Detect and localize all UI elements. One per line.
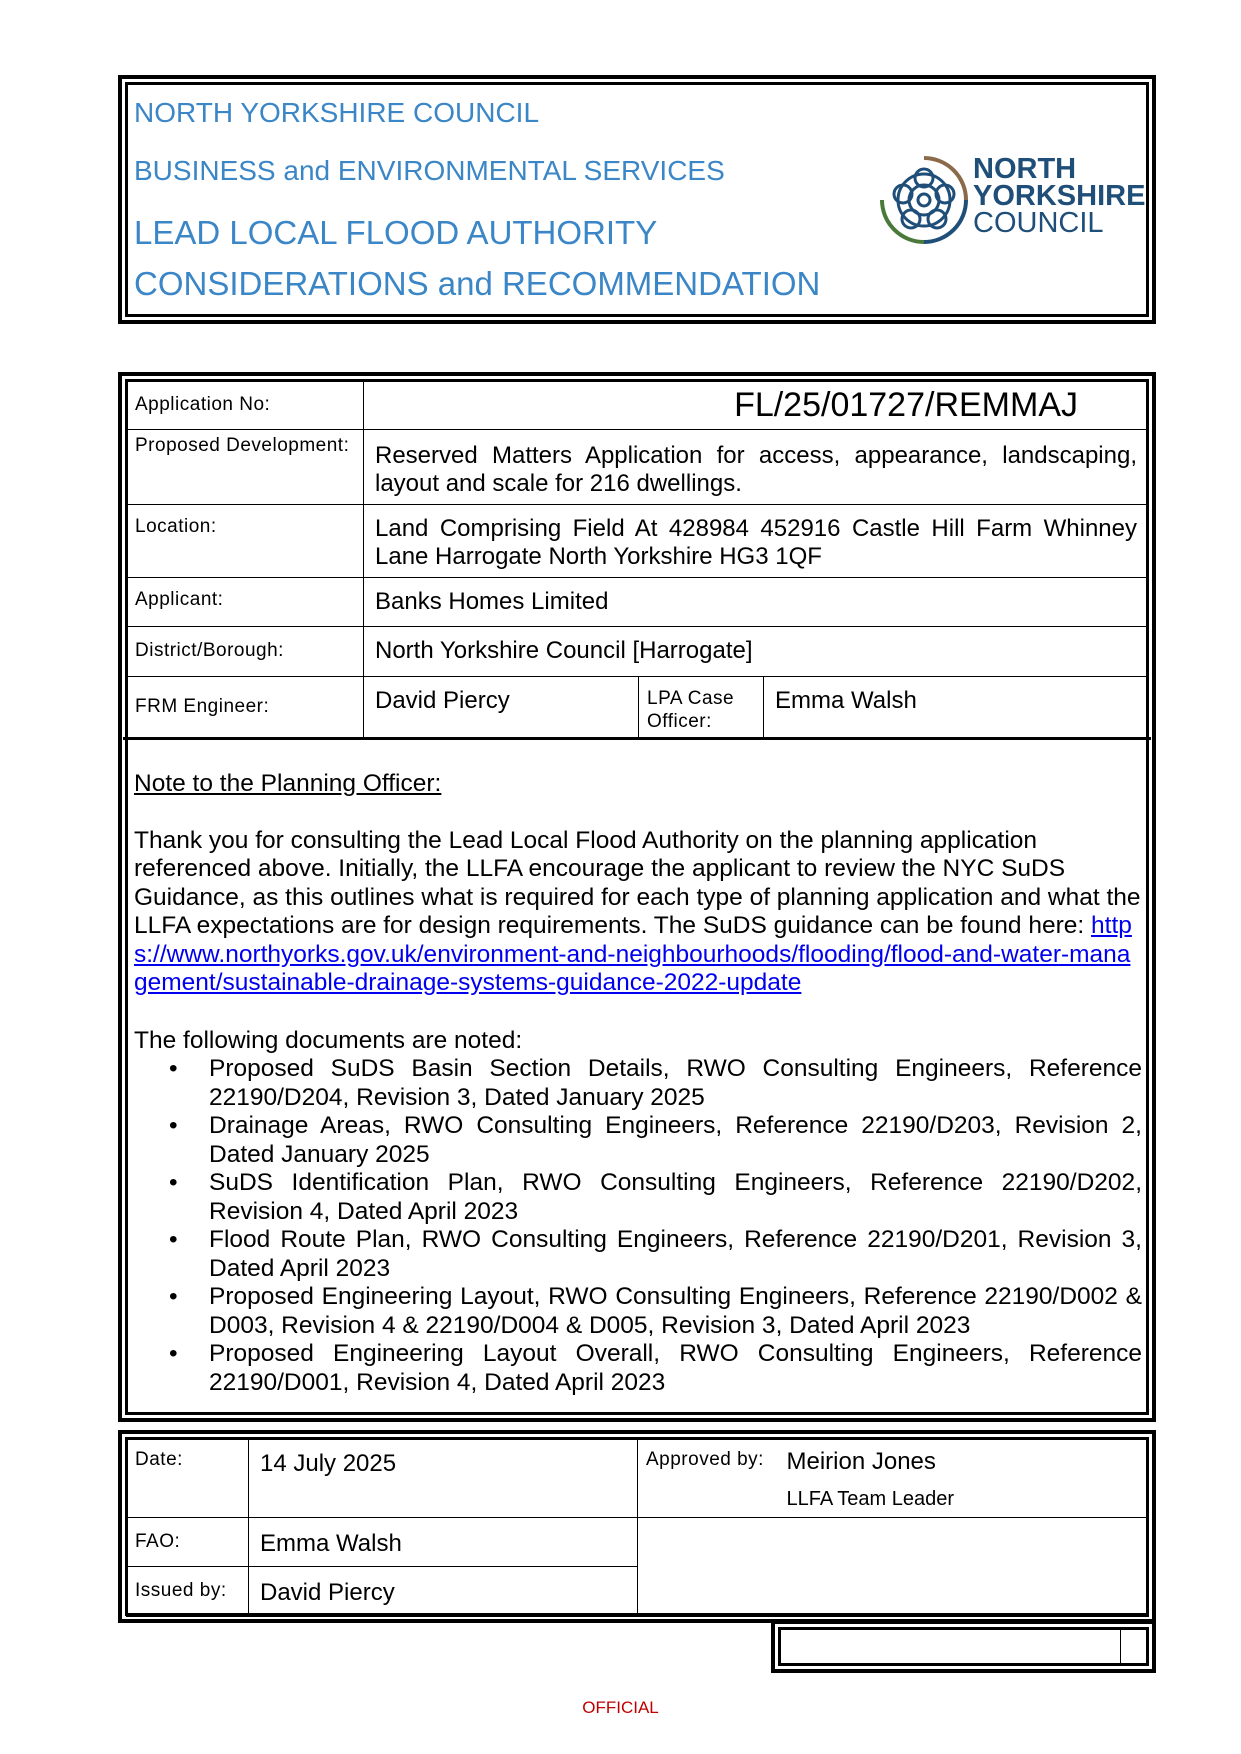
- district: North Yorkshire Council [Harrogate]: [364, 627, 1149, 677]
- frm-engineer-label: FRM Engineer:: [127, 677, 364, 739]
- location: Land Comprising Field At 428984 452916 Castle Hill Farm Whinney Lane Harrogate North Yorkshire HG3 1QF: [364, 505, 1149, 578]
- app-no-label: Application No:: [127, 380, 364, 430]
- district-label: District/Borough:: [127, 627, 364, 677]
- note-section: [134, 770, 1142, 1397]
- department-name: BUSINESS and ENVIRONMENTAL SERVICES: [134, 155, 725, 186]
- document-item: • SuDS Identification Plan, RWO Consulting Engineers, Reference 22190/D202, Revision 4, Dated April 2023: [134, 1169, 1142, 1226]
- note-paragraph: Thank you for consulting the Lead Local Flood Authority on the planning application referenced above. Initially, the LLFA encourage the applicant to review the NYC SuDS Guidance, as this outlines what is required for each type of planning application and what the LLFA expectations are for design requirements. The SuDS guidance can be found here:: [134, 826, 1141, 939]
- document-title: LEAD LOCAL FLOOD AUTHORITY: [134, 214, 658, 251]
- applicant: Banks Homes Limited: [364, 578, 1149, 627]
- document-item: • Flood Route Plan, RWO Consulting Engineers, Reference 22190/D201, Revision 3, Dated April 2023: [134, 1226, 1142, 1283]
- fao: Emma Walsh: [249, 1518, 638, 1567]
- development-label: Proposed Development:: [127, 430, 364, 505]
- signature-box: [771, 1620, 1156, 1673]
- date: 14 July 2025: [249, 1438, 638, 1518]
- approver-role: LLFA Team Leader: [786, 1488, 955, 1510]
- application-number: FL/25/01727/REMMAJ: [364, 380, 1149, 430]
- footer-table: [126, 1437, 1149, 1617]
- rose-emblem-icon: [878, 154, 970, 246]
- documents-list: [134, 1055, 1142, 1397]
- logo-text: YORKSHIRE: [973, 180, 1146, 212]
- issued-by: David Piercy: [249, 1567, 638, 1617]
- approved-by-label: Approved by:: [638, 1438, 787, 1518]
- council-name: NORTH YORKSHIRE COUNCIL: [134, 97, 540, 128]
- documents-intro: The following documents are noted:: [134, 1026, 523, 1054]
- document-item: • Proposed Engineering Layout, RWO Consulting Engineers, Reference 22190/D002 & D003, Revision 4 & 22190/D004 & D005, Revision 3, Dated April 2023: [134, 1283, 1142, 1340]
- approver-name: Meirion Jones: [786, 1448, 936, 1475]
- divider: [123, 737, 1151, 740]
- fao-label: FAO:: [127, 1518, 249, 1567]
- location-label: Location:: [127, 505, 364, 578]
- date-label: Date:: [127, 1438, 249, 1518]
- classification-label: OFFICIAL: [582, 1698, 659, 1717]
- council-logo: [878, 152, 1144, 248]
- logo-text: NORTH: [973, 153, 1077, 185]
- logo-text: COUNCIL: [973, 207, 1104, 239]
- suds-guidance-link[interactable]: https://www.northyorks.gov.uk/environment-and-neighbourhoods/flooding/flood-and-water-management/sustainable-drainage-systems-guidance-2022-update: [134, 912, 1132, 996]
- applicant-label: Applicant:: [127, 578, 364, 627]
- details-table: [126, 379, 1149, 739]
- lpa-officer: Emma Walsh: [764, 677, 1149, 739]
- document-item: • Drainage Areas, RWO Consulting Engineers, Reference 22190/D203, Revision 2, Dated January 2025: [134, 1112, 1142, 1169]
- lpa-officer-label: LPA Case Officer:: [639, 677, 764, 739]
- issued-by-label: Issued by:: [127, 1567, 249, 1617]
- frm-engineer: David Piercy: [364, 677, 639, 739]
- document-subtitle: CONSIDERATIONS and RECOMMENDATION: [134, 265, 821, 302]
- note-heading: Note to the Planning Officer:: [134, 770, 442, 797]
- document-item: • Proposed SuDS Basin Section Details, RWO Consulting Engineers, Reference 22190/D204, Revision 3, Dated January 2025: [134, 1055, 1142, 1112]
- proposed-development: Reserved Matters Application for access, appearance, landscaping, layout and scale for 216 dwellings.: [364, 430, 1149, 505]
- document-item: • Proposed Engineering Layout Overall, RWO Consulting Engineers, Reference 22190/D001, Revision 4, Dated April 2023: [134, 1340, 1142, 1397]
